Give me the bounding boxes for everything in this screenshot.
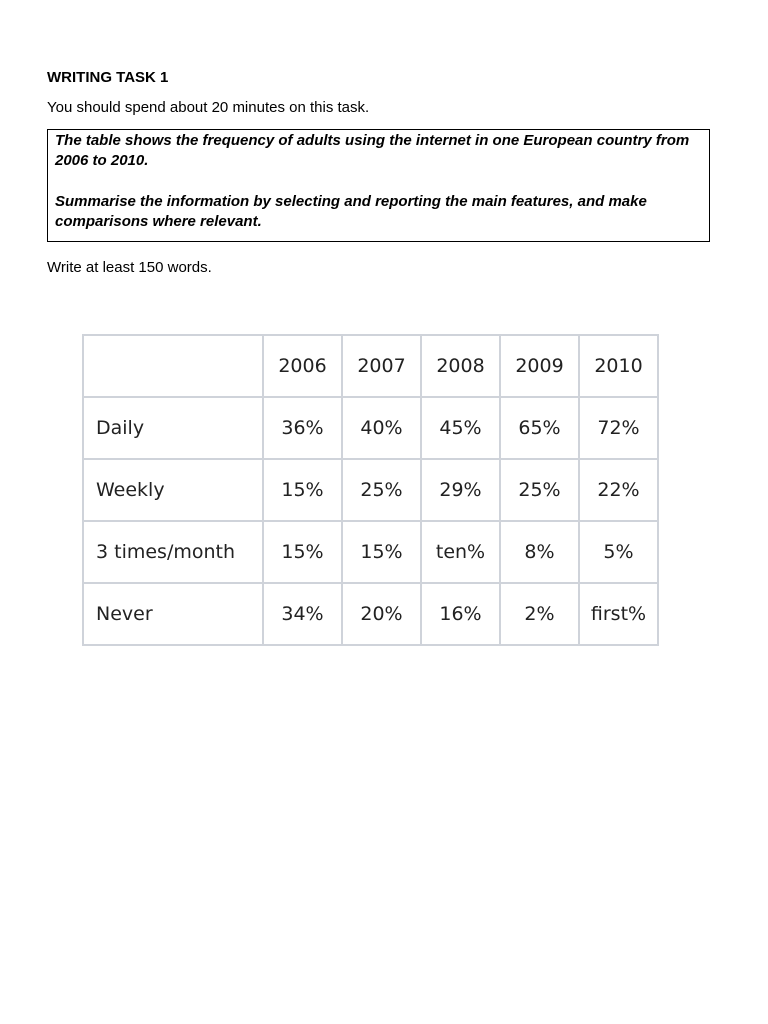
header-cell: 2006 [263, 335, 342, 397]
table-header-row [83, 335, 658, 397]
table-cell: 34% [263, 583, 342, 645]
header-cell: 2010 [579, 335, 658, 397]
task-description: The table shows the frequency of adults using the internet in one European country from 2006 to 2010. [55, 132, 690, 169]
word-count-instruction: Write at least 150 words. [47, 259, 212, 276]
row-label: Weekly [83, 459, 263, 521]
task-heading: WRITING TASK 1 [47, 69, 169, 86]
header-cell: 2008 [421, 335, 500, 397]
table-row [83, 397, 658, 459]
table-cell: ten% [421, 521, 500, 583]
table-cell: 22% [579, 459, 658, 521]
table-cell: 2% [500, 583, 579, 645]
table-cell: 25% [500, 459, 579, 521]
row-label: 3 times/month [83, 521, 263, 583]
task-prompt-box [47, 129, 710, 242]
table-cell: 15% [342, 521, 421, 583]
table-cell: 16% [421, 583, 500, 645]
table-cell: 36% [263, 397, 342, 459]
row-label: Never [83, 583, 263, 645]
task-directions: Summarise the information by selecting and reporting the main features, and make comparisons where relevant. [55, 193, 647, 230]
table-row [83, 459, 658, 521]
header-cell [83, 335, 263, 397]
frequency-table [82, 334, 659, 646]
table-cell: 40% [342, 397, 421, 459]
table-cell: 15% [263, 459, 342, 521]
time-instruction: You should spend about 20 minutes on this task. [47, 99, 370, 116]
table-cell: 15% [263, 521, 342, 583]
table-cell: 65% [500, 397, 579, 459]
table-row [83, 583, 658, 645]
table-cell: 25% [342, 459, 421, 521]
table-cell: 5% [579, 521, 658, 583]
header-cell: 2009 [500, 335, 579, 397]
table-cell: 45% [421, 397, 500, 459]
row-label: Daily [83, 397, 263, 459]
table-cell: 20% [342, 583, 421, 645]
table-row [83, 521, 658, 583]
table-cell: 8% [500, 521, 579, 583]
table-cell: 29% [421, 459, 500, 521]
table-cell: 72% [579, 397, 658, 459]
table-cell: first% [579, 583, 658, 645]
header-cell: 2007 [342, 335, 421, 397]
